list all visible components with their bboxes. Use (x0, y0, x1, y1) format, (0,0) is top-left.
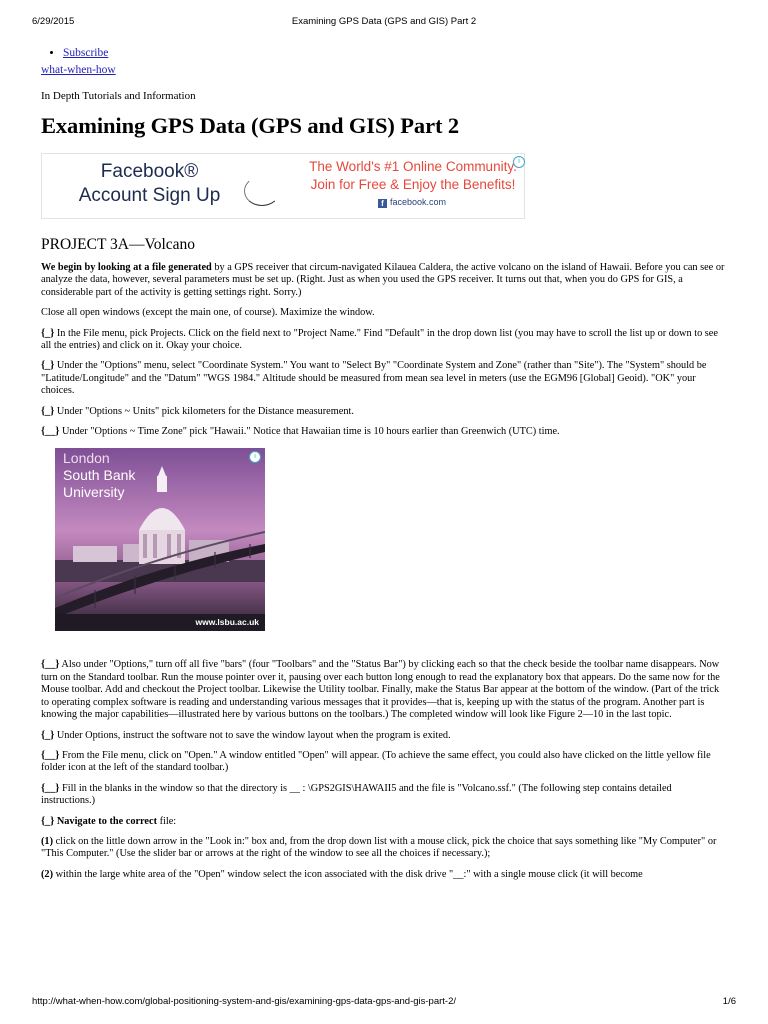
step-checkbox-mark: {__} (41, 782, 60, 794)
step-checkbox-mark: {__} (41, 426, 60, 438)
step-toolbars (41, 659, 726, 721)
facebook-icon: f (378, 199, 387, 208)
step-time-zone (41, 426, 726, 438)
step-coordinate-system (41, 360, 726, 397)
print-footer (32, 996, 736, 1010)
project-heading: PROJECT 3A—Volcano (41, 236, 196, 253)
nav-item-subscribe (63, 47, 726, 59)
facebook-ad-headline (62, 160, 237, 208)
adchoices-icon[interactable]: i (249, 451, 261, 463)
step-text: file: (157, 815, 177, 827)
substep-2 (41, 869, 726, 881)
step-navigate (41, 816, 726, 828)
page-title: Examining GPS Data (GPS and GIS) Part 2 (41, 113, 460, 138)
substep-number: (1) (41, 835, 54, 847)
step-text: In the File menu, pick Projects. Click on the field next to "Project Name." Find "Default" in the drop down list (you may have to scroll the list up or down to see all the entries) and click on it. Okay your choice. (41, 327, 718, 352)
paragraph-intro (41, 262, 726, 299)
top-nav (63, 47, 726, 59)
lsbu-ad-line1: London (63, 450, 110, 467)
substep-text: within the large white area of the "Open" window select the icon associated with the disk drive "__:" with a single mouse click (it will become (53, 868, 643, 880)
substep-number: (2) (41, 868, 54, 880)
navigate-bold-text: Navigate to the correct (54, 815, 157, 827)
step-checkbox-mark: {_} (41, 327, 55, 339)
step-checkbox-mark: {_} (41, 405, 55, 417)
step-text: Fill in the blanks in the window so that the directory is __ : \GPS2GIS\HAWAII5 and the file is "Volcano.ssf." (The following step contains detailed instructions.) (41, 782, 672, 807)
adchoices-icon[interactable]: i (513, 156, 525, 168)
step-file-open (41, 750, 726, 775)
facebook-ad-copy-line2: Join for Free & Enjoy the Benefits! (310, 177, 516, 192)
step-text: From the File menu, click on "Open." A window entitled "Open" will appear. (To achieve the same effect, you could also have clicked on the little yellow file folder icon at the left of the standard toolbar.) (41, 749, 711, 774)
intro-bold-text: We begin by looking at a file generated (41, 262, 212, 273)
substep-1 (41, 836, 726, 861)
step-units (41, 406, 726, 418)
facebook-ad-line1: Facebook® (100, 161, 199, 182)
lsbu-ad-line3: University (63, 484, 125, 501)
step-checkbox-mark: {_} (41, 729, 55, 741)
facebook-ad-copy (298, 158, 528, 194)
step-text: Under "Options ~ Units" pick kilometers for the Distance measurement. (54, 405, 354, 417)
site-home-link[interactable]: what-when-how (41, 64, 116, 76)
step-checkbox-mark: {_} (41, 815, 55, 827)
article-content (41, 40, 726, 881)
print-header (32, 16, 736, 30)
facebook-ad-copy-line1: The World's #1 Online Community. (309, 159, 517, 174)
facebook-ad-line2: Account Sign Up (78, 185, 221, 206)
print-page-number: 1/6 (722, 996, 736, 1007)
lsbu-ad-image[interactable] (55, 448, 265, 631)
print-title: Examining GPS Data (GPS and GIS) Part 2 (291, 16, 477, 27)
step-checkbox-mark: {__} (41, 659, 60, 671)
lsbu-ad-url: www.lsbu.ac.uk (195, 617, 259, 628)
step-text: Also under "Options," turn off all five "bars" (four "Toolbars" and the "Status Bar") by clicking each so that the check beside the toolbar name disappears. Now turn on the Standard toolbar. Run the mouse pointer over it, pausing over each button long enough to read the explanatory box that appears. Do the same now for the Mouse toolbar. Add and checkout the Project toolbar. Likewise the Utility toolbar. Finally, make the Status Bar appear at the bottom of the window. (Part of the trick to operating complex software is reading and understanding various messages that it provides—that is, keeping up with the status of the program. Another part is knowing the major capabilities—illustrated here by various buttons on the toolbars.) The completed window will look like Figure 2—10 in the last topic. (41, 659, 720, 721)
site-tagline: In Depth Tutorials and Information (41, 90, 196, 102)
paragraph-close-windows: Close all open windows (except the main one, of course). Maximize the window. (41, 307, 375, 319)
print-url: http://what-when-how.com/global-positioning-system-and-gis/examining-gps-data-gps-and-gis-part-2/ (32, 996, 457, 1007)
substep-text: click on the little down arrow in the "Look in:" box and, from the drop down list with a mouse click, pick the choice that says something like "My Computer" or "This Computer." (Use the slider bar or arrows at the right of the window to see all the choices if necessary.); (41, 835, 717, 860)
step-text: Under Options, instruct the software not to save the window layout when the program is exited. (54, 729, 451, 741)
step-checkbox-mark: {__} (41, 749, 60, 761)
loading-spinner-icon (244, 176, 280, 206)
lsbu-ad-line2: South Bank (63, 467, 136, 484)
print-date: 6/29/2015 (32, 16, 75, 27)
step-projects (41, 328, 726, 353)
step-text: Under the "Options" menu, select "Coordinate System." You want to "Select By" "Coordinate System and Zone" (rather than "Site"). The "System" should be "Latitude/Longitude" and the "Datum" "WGS 1984." Altitude should be measured from mean sea level in meters (use the EGM96 [Global] Geoid). "OK" your choices. (41, 360, 707, 397)
facebook-ad-source[interactable] (378, 197, 446, 208)
facebook-ad-source-text: facebook.com (390, 197, 447, 207)
step-text: Under "Options ~ Time Zone" pick "Hawaii." Notice that Hawaiian time is 10 hours earlier than Greenwich (UTC) time. (59, 426, 560, 438)
step-fill-blanks (41, 783, 726, 808)
step-window-layout (41, 730, 726, 742)
lsbu-ad-title (63, 450, 135, 501)
subscribe-link[interactable]: Subscribe (63, 47, 109, 59)
intro-text: by a GPS receiver that circum-navigated Kilauea Caldera, the active volcano on the island of Hawaii. Before you can see or analyze the data, however, several parameters must be set up. (Right. Just as when you used the GPS receiver. It turns out that, when you do GPS for GIS, a considerable part of the activity is getting settings right. Sorry.) (41, 262, 725, 298)
facebook-ad-banner[interactable] (41, 153, 525, 219)
step-checkbox-mark: {_} (41, 360, 55, 372)
